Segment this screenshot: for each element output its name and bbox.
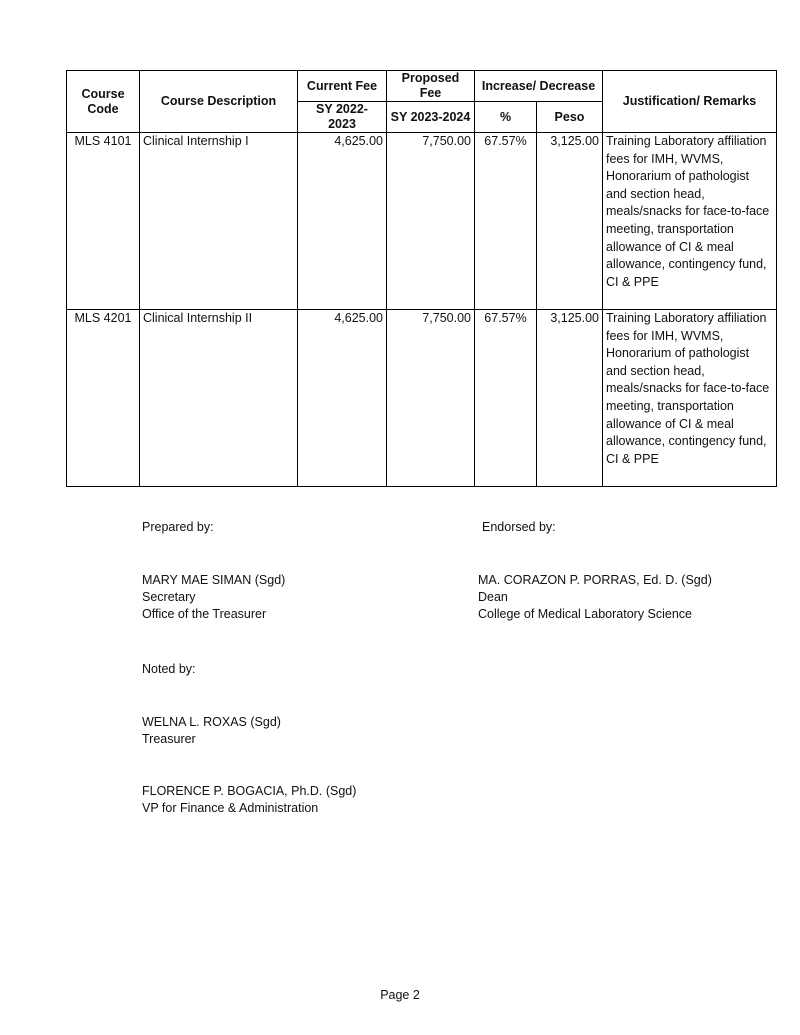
preparer-name: MARY MAE SIMAN (Sgd) [142,573,286,587]
noter2-title: VP for Finance & Administration [142,801,319,815]
proposed-fee-cell: 7,750.00 [387,133,475,310]
noter1-name: WELNA L. ROXAS (Sgd) [142,715,281,729]
percent-cell: 67.57% [475,310,537,487]
justification-cell: Training Laboratory affiliation fees for IMH, WVMS, Honorarium of pathologist and section head, meals/snacks for face-to-face meeting, transportation allowance of CI & meal allowance, contingency fund, CI & PPE [603,310,777,487]
header-course-description: Course Description [140,71,298,133]
endorser-name: MA. CORAZON P. PORRAS, Ed. D. (Sgd) [478,573,712,587]
page-number: Page 2 [380,988,420,1002]
course-description-cell: Clinical Internship II [140,310,298,487]
percent-cell: 67.57% [475,133,537,310]
endorsed-by-label: Endorsed by: [482,520,556,534]
noter1-title: Treasurer [142,732,196,746]
header-percent: % [475,102,537,133]
noted-by-label: Noted by: [142,662,196,676]
table-row [67,310,777,487]
header-current-fee-year: SY 2022- 2023 [298,102,387,133]
endorser-office: College of Medical Laboratory Science [478,607,693,621]
justification-cell: Training Laboratory affiliation fees for IMH, WVMS, Honorarium of pathologist and section head, meals/snacks for face-to-face meeting, transportation allowance of CI & meal allowance, contingency fund, CI & PPE [603,133,777,310]
course-description-cell: Clinical Internship I [140,133,298,310]
header-justification: Justification/ Remarks [603,71,777,133]
noted-by-block [142,661,196,678]
table-row [67,133,777,310]
header-peso: Peso [537,102,603,133]
header-current-fee: Current Fee [298,71,387,102]
current-fee-cell: 4,625.00 [298,310,387,487]
course-code-cell: MLS 4201 [67,310,140,487]
preparer-title: Secretary [142,590,196,604]
endorser-title: Dean [478,590,508,604]
header-increase-decrease: Increase/ Decrease [475,71,603,102]
peso-cell: 3,125.00 [537,310,603,487]
preparer-office: Office of the Treasurer [142,607,267,621]
header-proposed-fee: Proposed Fee [387,71,475,102]
prepared-by-block [142,519,214,536]
peso-cell: 3,125.00 [537,133,603,310]
fee-table [66,70,777,487]
noter2-signature [142,783,356,817]
course-code-cell: MLS 4101 [67,133,140,310]
prepared-by-label: Prepared by: [142,520,214,534]
endorser-signature [478,572,712,623]
noter2-name: FLORENCE P. BOGACIA, Ph.D. (Sgd) [142,784,357,798]
header-course-code: Course Code [67,71,140,133]
proposed-fee-cell: 7,750.00 [387,310,475,487]
header-proposed-fee-year: SY 2023-2024 [387,102,475,133]
endorsed-by-block [482,519,556,536]
preparer-signature [142,572,285,623]
noter1-signature [142,714,281,748]
current-fee-cell: 4,625.00 [298,133,387,310]
